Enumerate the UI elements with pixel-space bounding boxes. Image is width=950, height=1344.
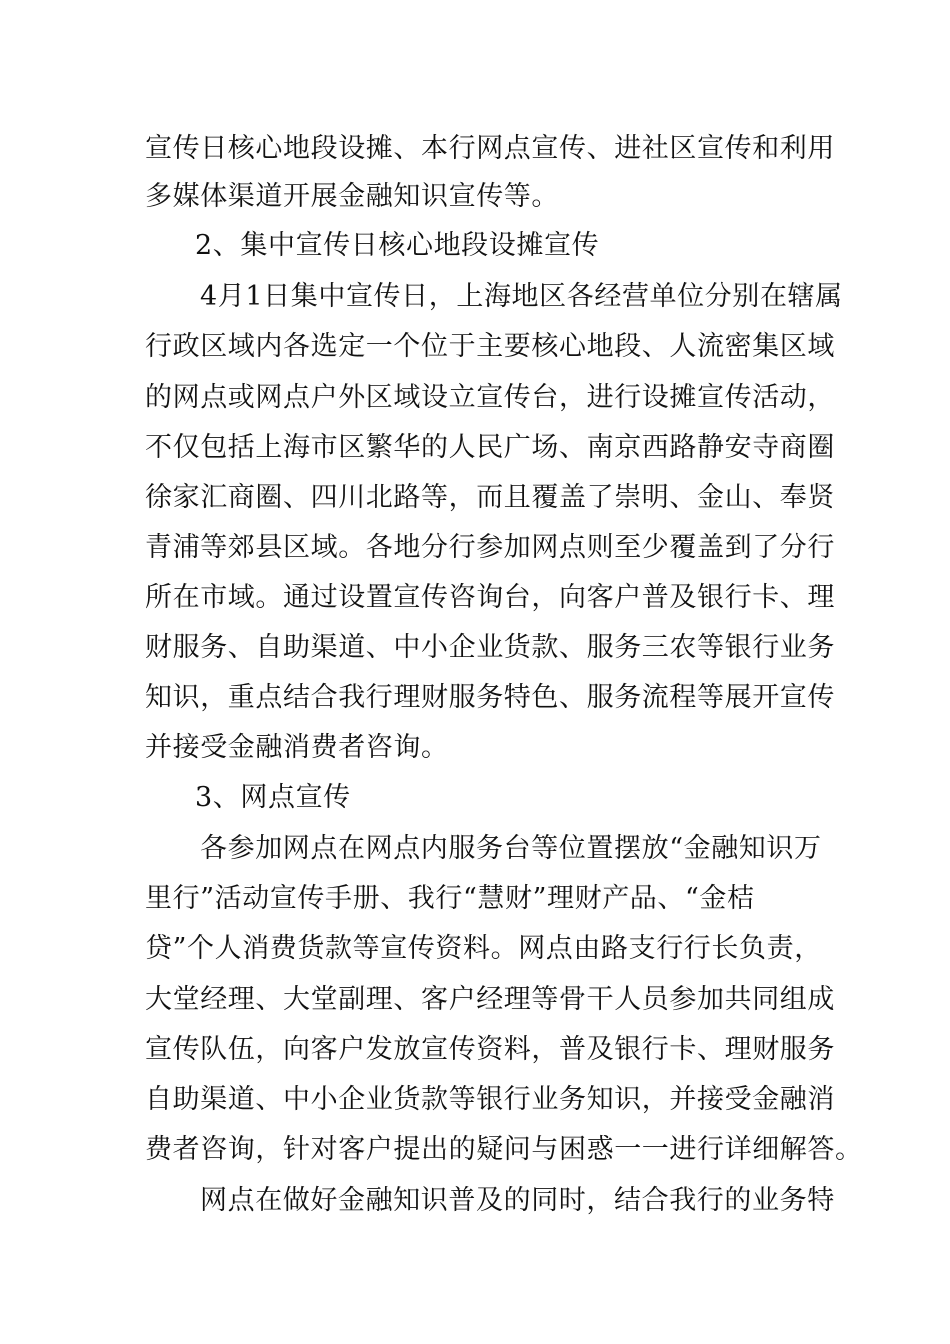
body-text-line: 费者咨询，针对客户提出的疑问与困惑一一进行详细解答。 <box>145 1134 863 1165</box>
body-text-line: 网点在做好金融知识普及的同时，结合我行的业务特 <box>200 1185 835 1216</box>
section-heading-2: 2、集中宣传日核心地段设摊宣传 <box>195 230 600 261</box>
body-text-line: 所在市域。通过设置宣传咨询台，向客户普及银行卡、理 <box>145 582 835 613</box>
body-text-line: 自助渠道、中小企业货款等银行业务知识，并接受金融消 <box>145 1084 835 1115</box>
body-text-line: 知识，重点结合我行理财服务特色、服务流程等展开宣传 <box>145 682 835 713</box>
body-text-line: 的网点或网点户外区域设立宣传台，进行设摊宣传活动， <box>145 382 835 413</box>
body-text-line: 徐家汇商圈、四川北路等，而且覆盖了崇明、金山、奉贤 <box>145 482 835 513</box>
body-text-line: 大堂经理、大堂副理、客户经理等骨干人员参加共同组成 <box>145 984 835 1015</box>
body-text-line: 4月1日集中宣传日，上海地区各经营单位分别在辖属 <box>200 281 843 312</box>
body-text-line: 贷”个人消费货款等宣传资料。网点由路支行行长负责， <box>145 933 822 964</box>
body-text-line: 各参加网点在网点内服务台等位置摆放“金融知识万 <box>200 833 822 864</box>
body-text-line: 不仅包括上海市区繁华的人民广场、南京西路静安寺商圈 <box>145 432 835 463</box>
body-text-line: 里行”活动宣传手册、我行“慧财”理财产品、“金桔 <box>145 883 755 914</box>
body-text-line: 宣传日核心地段设摊、本行网点宣传、进社区宣传和利用 <box>145 133 835 164</box>
body-text-line: 行政区域内各选定一个位于主要核心地段、人流密集区域 <box>145 331 835 362</box>
body-text-line: 财服务、自助渠道、中小企业货款、服务三农等银行业务 <box>145 632 835 663</box>
body-text-line: 青浦等郊县区域。各地分行参加网点则至少覆盖到了分行 <box>145 532 835 563</box>
section-heading-3: 3、网点宣传 <box>195 782 351 813</box>
body-text-line: 宣传队伍，向客户发放宣传资料，普及银行卡、理财服务 <box>145 1034 835 1065</box>
body-text-line: 并接受金融消费者咨询。 <box>145 732 449 763</box>
body-text-line: 多媒体渠道开展金融知识宣传等。 <box>145 181 559 212</box>
